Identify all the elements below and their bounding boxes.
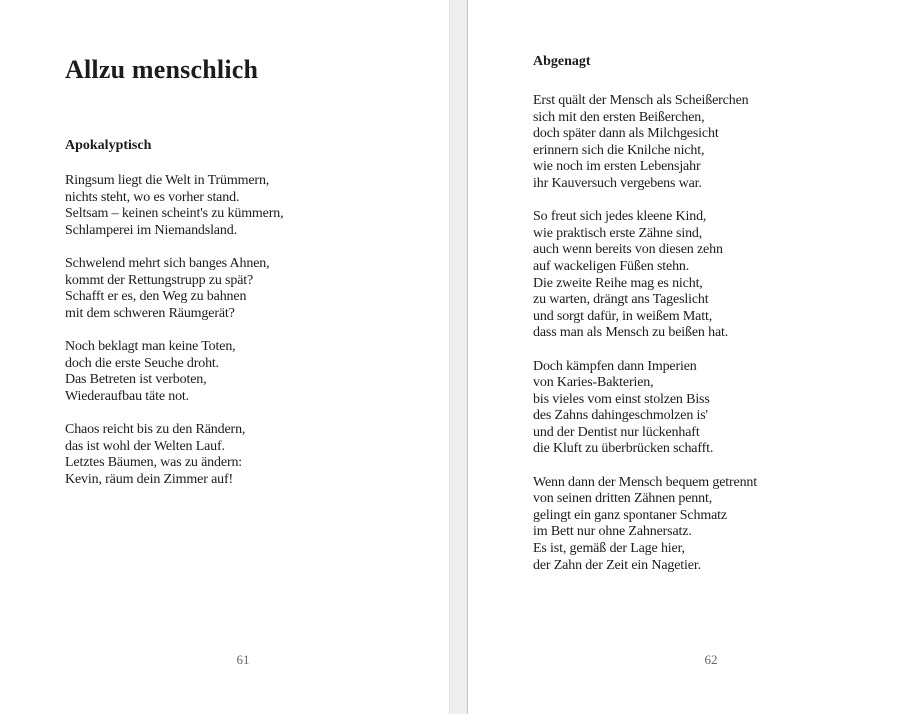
- poem-line: Ringsum liegt die Welt in Trümmern,: [65, 173, 270, 188]
- poem-line: So freut sich jedes kleene Kind,: [533, 209, 707, 225]
- poem-line: mit dem schweren Räumgerät?: [65, 305, 235, 321]
- poem-line: der Zahn der Zeit ein Nagetier.: [533, 557, 701, 573]
- poem-heading: Apokalyptisch: [65, 138, 152, 153]
- poem-line: Chaos reicht bis zu den Rändern,: [65, 421, 246, 437]
- poem-line: auch wenn bereits von diesen zehn: [533, 242, 723, 258]
- poem-line: Schwelend mehrt sich banges Ahnen,: [65, 255, 270, 271]
- page-divider: [449, 0, 468, 714]
- page-number-right: 62: [704, 652, 718, 667]
- poem-line: sich mit den ersten Beißerchen,: [533, 109, 705, 125]
- poem-line: wie praktisch erste Zähne sind,: [533, 225, 703, 241]
- poem-line: Wiederaufbau täte not.: [65, 388, 190, 404]
- poem-line: Die zweite Reihe mag es nicht,: [533, 275, 703, 291]
- poem-line: das ist wohl der Welten Lauf.: [65, 438, 225, 454]
- poem-line: zu warten, drängt ans Tageslicht: [533, 292, 709, 308]
- poem-line: Erst quält der Mensch als Scheißerchen: [533, 93, 749, 108]
- poem-line: von seinen dritten Zähnen pennt,: [533, 491, 713, 507]
- stanza: [65, 339, 421, 405]
- poem-line: Letztes Bäumen, was zu ändern:: [65, 455, 243, 471]
- poem-line: Schafft er es, den Weg zu bahnen: [65, 289, 247, 305]
- poem-line: von Karies-Bakterien,: [533, 375, 654, 391]
- stanza: [533, 475, 891, 575]
- stanza: [533, 209, 891, 342]
- poem-body: [533, 93, 891, 574]
- poem-line: wie noch im ersten Lebensjahr: [533, 159, 701, 175]
- poem-line: bis vieles vom einst stolzen Biss: [533, 391, 710, 407]
- stanza: [65, 256, 421, 322]
- poem-line: die Kluft zu überbrücken schafft.: [533, 441, 714, 457]
- poem-line: erinnern sich die Knilche nicht,: [533, 142, 705, 158]
- poem-line: Noch beklagt man keine Toten,: [65, 338, 236, 354]
- poem-line: gelingt ein ganz spontaner Schmatz: [533, 507, 727, 523]
- poem-line: kommt der Rettungstrupp zu spät?: [65, 272, 254, 288]
- poem-heading: Abgenagt: [533, 54, 591, 69]
- poem-line: im Bett nur ohne Zahnersatz.: [533, 524, 692, 540]
- poem-line: Das Betreten ist verboten,: [65, 372, 207, 388]
- stanza: [65, 422, 421, 488]
- page-right: [468, 0, 919, 714]
- poem-line: dass man als Mensch zu beißen hat.: [533, 325, 729, 341]
- poem-line: nichts steht, wo es vorher stand.: [65, 189, 240, 205]
- poem-line: des Zahns dahingeschmolzen is': [533, 408, 708, 424]
- poem-body: [65, 173, 421, 488]
- poem-line: ihr Kauversuch vergebens war.: [533, 175, 702, 191]
- poem-line: Schlamperei im Niemandsland.: [65, 222, 237, 238]
- poem-line: Wenn dann der Mensch bequem getrennt: [533, 474, 758, 490]
- chapter-title: Allzu menschlich: [65, 55, 259, 84]
- stanza: [65, 173, 421, 239]
- page-left: [0, 0, 449, 714]
- poem-line: Kevin, räum dein Zimmer auf!: [65, 471, 234, 487]
- poem-line: doch später dann als Milchgesicht: [533, 126, 719, 142]
- poem-line: auf wackeligen Füßen stehn.: [533, 258, 690, 274]
- poem-line: und der Dentist nur lückenhaft: [533, 424, 700, 440]
- poem-abgenagt: [533, 55, 891, 574]
- poem-line: Es ist, gemäß der Lage hier,: [533, 541, 685, 557]
- page-number-left: 61: [236, 652, 250, 667]
- stanza: [533, 93, 891, 193]
- poem-line: doch die erste Seuche droht.: [65, 355, 220, 371]
- poem-apokalyptisch: [65, 139, 421, 488]
- poem-line: Doch kämpfen dann Imperien: [533, 358, 697, 374]
- poem-line: Seltsam – keinen scheint's zu kümmern,: [65, 206, 284, 222]
- poem-line: und sorgt dafür, in weißem Matt,: [533, 308, 713, 324]
- stanza: [533, 359, 891, 459]
